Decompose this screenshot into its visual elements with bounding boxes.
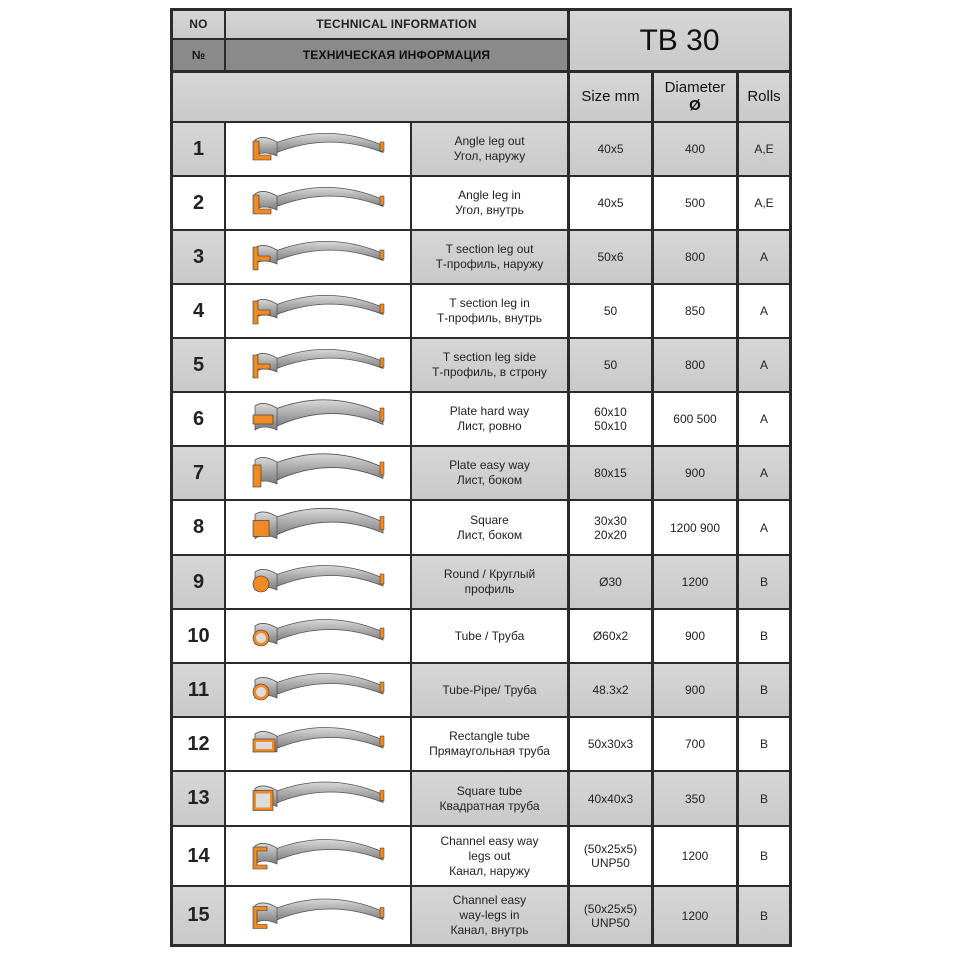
size-line: 30x30 bbox=[594, 513, 627, 528]
no-header-ru: № bbox=[173, 40, 224, 70]
rolls-value: B bbox=[739, 718, 789, 770]
description-line: Т-профиль, наружу bbox=[435, 257, 544, 271]
profile-illustration bbox=[226, 827, 410, 885]
tube-pipe-profile-icon bbox=[233, 664, 403, 716]
row-number: 7 bbox=[173, 447, 224, 499]
profile-description bbox=[412, 285, 567, 337]
row-number: 11 bbox=[173, 664, 224, 716]
diameter-value: 1200 bbox=[654, 827, 736, 885]
description-line: Т-профиль, внутрь bbox=[436, 311, 543, 325]
profile-description bbox=[412, 827, 567, 885]
plate-easy-profile-icon bbox=[233, 447, 403, 499]
diameter-symbol: Ø bbox=[689, 97, 701, 114]
row-number: 10 bbox=[173, 610, 224, 662]
row-number: 14 bbox=[173, 827, 224, 885]
row-number: 4 bbox=[173, 285, 224, 337]
size-line: UNP50 bbox=[591, 856, 630, 870]
size-value bbox=[570, 772, 651, 825]
size-value bbox=[570, 339, 651, 391]
angle-in-profile-icon bbox=[233, 177, 403, 229]
description-line: way-legs in bbox=[459, 908, 520, 922]
rolls-value: A bbox=[739, 447, 789, 499]
size-value bbox=[570, 556, 651, 608]
size-line: Ø30 bbox=[599, 575, 622, 589]
description-line: Channel easy way bbox=[440, 833, 539, 848]
rolls-value: A bbox=[739, 339, 789, 391]
profile-illustration bbox=[226, 718, 410, 770]
size-value bbox=[570, 447, 651, 499]
description-line: Прямаугольная труба bbox=[429, 744, 550, 758]
rolls-value: A bbox=[739, 393, 789, 445]
size-value bbox=[570, 664, 651, 716]
rolls-value: B bbox=[739, 610, 789, 662]
description-line: Angle leg in bbox=[458, 188, 521, 202]
diameter-value: 1200 bbox=[654, 556, 736, 608]
description-line: Канал, наружу bbox=[449, 863, 530, 878]
diameter-value: 800 bbox=[654, 231, 736, 283]
description-line: Т-профиль, в строну bbox=[432, 365, 547, 379]
profile-description bbox=[412, 339, 567, 391]
profile-illustration bbox=[226, 772, 410, 825]
profile-description bbox=[412, 772, 567, 825]
size-line: 50x6 bbox=[597, 250, 624, 264]
profile-illustration bbox=[226, 177, 410, 229]
diameter-value: 600 500 bbox=[654, 393, 736, 445]
profile-illustration bbox=[226, 556, 410, 608]
size-line: 40x5 bbox=[597, 142, 624, 156]
description-line: Угол, наружу bbox=[453, 149, 526, 163]
profile-illustration bbox=[226, 664, 410, 716]
description-line: Square bbox=[470, 512, 509, 527]
size-value bbox=[570, 177, 651, 229]
rolls-value: B bbox=[739, 772, 789, 825]
rolls-value: B bbox=[739, 827, 789, 885]
size-value bbox=[570, 501, 651, 554]
technical-table bbox=[170, 8, 792, 947]
description-line: T section leg side bbox=[442, 350, 537, 364]
description-line: legs out bbox=[468, 848, 511, 863]
row-number: 15 bbox=[173, 887, 224, 944]
size-line: 80x15 bbox=[594, 466, 627, 480]
rolls-column-header: Rolls bbox=[739, 73, 789, 121]
size-line: 50x30x3 bbox=[587, 737, 634, 751]
description-line: Квадратная труба bbox=[439, 798, 540, 813]
rolls-value: A bbox=[739, 231, 789, 283]
size-line: 40x5 bbox=[597, 196, 624, 210]
rolls-value: A bbox=[739, 285, 789, 337]
description-line: Лист, боком bbox=[456, 473, 523, 487]
size-line: UNP50 bbox=[591, 915, 630, 930]
row-number: 5 bbox=[173, 339, 224, 391]
rect-tube-profile-icon bbox=[233, 718, 403, 770]
size-line: 40x40x3 bbox=[587, 791, 634, 806]
description-line: Square tube bbox=[456, 783, 523, 798]
row-number: 3 bbox=[173, 231, 224, 283]
size-value bbox=[570, 285, 651, 337]
profile-illustration bbox=[226, 887, 410, 944]
diameter-label: Diameter bbox=[664, 79, 726, 96]
tube-profile-icon bbox=[233, 610, 403, 662]
tech-info-header-en: TECHNICAL INFORMATION bbox=[226, 11, 567, 38]
diameter-value: 900 bbox=[654, 610, 736, 662]
profile-illustration bbox=[226, 123, 410, 175]
description-line: Plate hard way bbox=[449, 404, 530, 418]
size-value bbox=[570, 393, 651, 445]
profile-description bbox=[412, 123, 567, 175]
rolls-value: A bbox=[739, 501, 789, 554]
row-number: 9 bbox=[173, 556, 224, 608]
no-header-en: NO bbox=[173, 11, 224, 38]
size-line: (50x25x5) bbox=[583, 842, 638, 856]
profile-illustration bbox=[226, 447, 410, 499]
description-line: Channel easy bbox=[452, 893, 527, 907]
channel-in-profile-icon bbox=[233, 887, 403, 944]
size-line: 50 bbox=[603, 358, 618, 372]
blank-header bbox=[173, 73, 567, 121]
description-line: T section leg out bbox=[445, 242, 534, 256]
rolls-value: B bbox=[739, 887, 789, 944]
diameter-value: 1200 bbox=[654, 887, 736, 944]
size-line: 50x10 bbox=[594, 419, 627, 433]
rolls-value: B bbox=[739, 556, 789, 608]
description-line: Tube / Труба bbox=[454, 628, 525, 643]
description-line: Rectangle tube bbox=[449, 729, 530, 743]
diameter-value: 1200 900 bbox=[654, 501, 736, 554]
profile-illustration bbox=[226, 501, 410, 554]
size-line: (50x25x5) bbox=[583, 901, 638, 916]
description-line: Канал, внутрь bbox=[450, 923, 529, 937]
profile-illustration bbox=[226, 231, 410, 283]
channel-out-profile-icon bbox=[233, 827, 403, 885]
size-line: 20x20 bbox=[594, 527, 627, 542]
diameter-value: 700 bbox=[654, 718, 736, 770]
plate-hard-profile-icon bbox=[233, 393, 403, 445]
size-line: 48.3x2 bbox=[592, 683, 629, 697]
size-value bbox=[570, 718, 651, 770]
profile-illustration bbox=[226, 393, 410, 445]
profile-description bbox=[412, 556, 567, 608]
profile-description bbox=[412, 231, 567, 283]
rolls-value: A,E bbox=[739, 123, 789, 175]
size-value bbox=[570, 123, 651, 175]
t-out-profile-icon bbox=[233, 231, 403, 283]
profile-description bbox=[412, 718, 567, 770]
size-line: Ø60x2 bbox=[592, 629, 629, 643]
angle-out-profile-icon bbox=[233, 123, 403, 175]
profile-description bbox=[412, 887, 567, 944]
profile-illustration bbox=[226, 339, 410, 391]
profile-illustration bbox=[226, 285, 410, 337]
t-in-profile-icon bbox=[233, 285, 403, 337]
profile-description bbox=[412, 664, 567, 716]
diameter-value: 400 bbox=[654, 123, 736, 175]
row-number: 6 bbox=[173, 393, 224, 445]
rolls-value: B bbox=[739, 664, 789, 716]
description-line: профиль bbox=[464, 582, 515, 596]
row-number: 1 bbox=[173, 123, 224, 175]
description-line: Угол, внутрь bbox=[455, 203, 524, 217]
description-line: Tube-Pipe/ Труба bbox=[442, 682, 537, 697]
description-line: Round / Круглый bbox=[443, 567, 536, 581]
round-profile-icon bbox=[233, 556, 403, 608]
profile-description bbox=[412, 610, 567, 662]
size-value bbox=[570, 827, 651, 885]
row-number: 12 bbox=[173, 718, 224, 770]
row-number: 13 bbox=[173, 772, 224, 825]
row-number: 2 bbox=[173, 177, 224, 229]
diameter-value: 350 bbox=[654, 772, 736, 825]
profile-description bbox=[412, 177, 567, 229]
square-profile-icon bbox=[233, 501, 403, 554]
profile-illustration bbox=[226, 610, 410, 662]
profile-description bbox=[412, 393, 567, 445]
diameter-value: 500 bbox=[654, 177, 736, 229]
diameter-value: 850 bbox=[654, 285, 736, 337]
description-line: Plate easy way bbox=[449, 458, 530, 472]
model-title: TB 30 bbox=[570, 11, 789, 70]
tech-info-header-ru: ТЕХНИЧЕСКАЯ ИНФОРМАЦИЯ bbox=[226, 40, 567, 70]
size-value bbox=[570, 887, 651, 944]
rolls-value: A,E bbox=[739, 177, 789, 229]
diameter-value: 800 bbox=[654, 339, 736, 391]
size-value bbox=[570, 610, 651, 662]
diameter-value: 900 bbox=[654, 664, 736, 716]
description-line: Лист, боком bbox=[456, 527, 523, 542]
description-line: Angle leg out bbox=[454, 134, 525, 148]
description-line: T section leg in bbox=[449, 296, 530, 310]
diameter-column-header bbox=[654, 73, 736, 121]
profile-description bbox=[412, 501, 567, 554]
size-line: 50 bbox=[603, 304, 618, 318]
profile-description bbox=[412, 447, 567, 499]
size-value bbox=[570, 231, 651, 283]
description-line: Лист, ровно bbox=[457, 419, 522, 433]
size-line: 60x10 bbox=[594, 405, 627, 419]
t-side-profile-icon bbox=[233, 339, 403, 391]
row-number: 8 bbox=[173, 501, 224, 554]
size-column-header: Size mm bbox=[570, 73, 651, 121]
diameter-value: 900 bbox=[654, 447, 736, 499]
square-tube-profile-icon bbox=[233, 772, 403, 825]
